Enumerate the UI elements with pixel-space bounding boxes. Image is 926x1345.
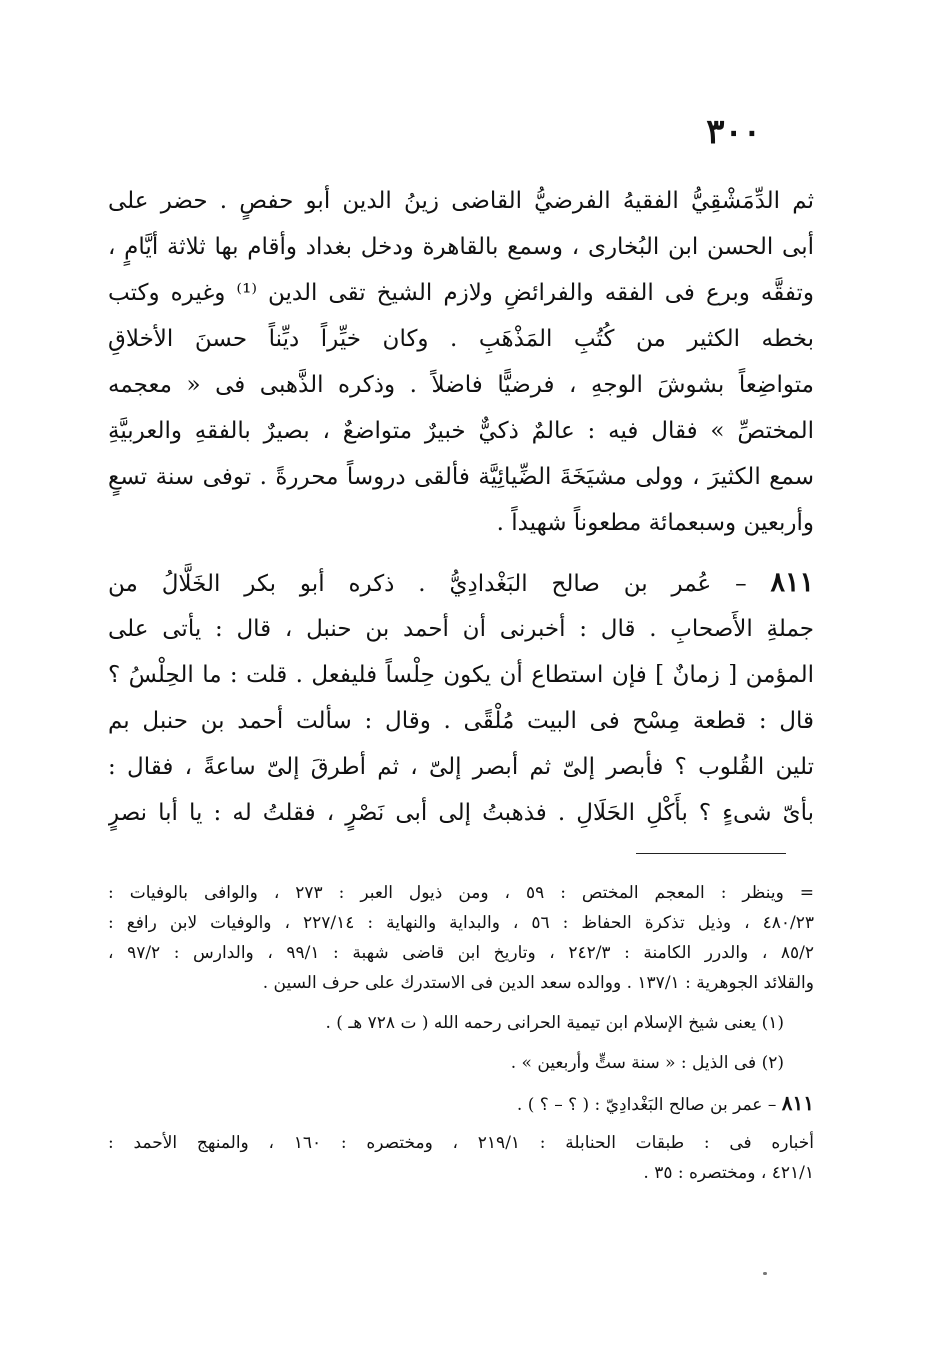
text-line: المؤمن [ زمانٌ ] فإن استطاع أن يكون حِلْساً فليفعل . قلت : ما الحِلْسُ ؟ [108,662,814,688]
footnote-gap [108,1038,814,1048]
footnote-1: (١) يعنى شيخ الإسلام ابن تيمية الحرانى رحمه الله ( ت ٧٢٨ هـ ) . [325,1013,784,1033]
text-line: وتفقَّه وبرع فى الفقه والفرائضِ ولازم الشيخ تقى الدين ⁽¹⁾ وغيره وكتب [108,280,814,306]
footnote-2: (٢) فى الذيل : « سنة ستٍّ وأربعين » . [510,1053,784,1073]
footnote-separator [636,853,786,854]
main-text-block [108,178,814,836]
footnote-entry-number: ٨١١ [781,1091,814,1115]
text-line: سمع الكثيرَ ، وولى مشيَخَةَ الضِّيائِيَّة فألقى دروساً محررةً . توفى سنة تسعٍ [108,464,814,490]
text-line: قال : قطعة مِسْح فى البيت مُلْقًى . وقال : سألت أحمد بن حنبل بم [108,708,814,734]
footnote-line: ٤٨٠/٢٣ ، وذيل تذكرة الحفاظ : ٥٦ ، والبداية والنهاية : ٢٢٧/١٤ ، والوفيات لابن رافع : [108,913,814,933]
footnote-line: ٨٥/٢ ، والدرر الكامنة : ٢٤٢/٣ ، وتاريخ ابن قاضى شهبة : ٩٩/١ ، والدارس : ٩٧/٢ ، [108,943,814,963]
text-line: متواضِعاً بشوشَ الوجهِ ، فرضيًّا فاضلاً . وذكره الذَّهبى فى « معجمه [108,372,814,398]
entry-heading-text: – عُمر بن صالح البَغْدادِيُّ . ذكره أبو بكر الخَلَّالُ من [108,571,747,597]
footnote-gap [108,1078,814,1088]
text-line: تلين القُلوب ؟ فأبصر إلىّ ثم أبصر إلىّ ، ثم أطرقَ إلىّ ساعةً ، فقال : [108,754,814,780]
footnote-line: والقلائد الجوهرية : ١٣٧/١ . ووالده سعد الدين فى الاستدرك على حرف السين . [262,973,814,993]
footnote-entry-heading-text: – عمر بن صالح البَغْدادِيّ : ( ؟ – ؟ ) . [516,1095,777,1115]
entry-number: ٨١١ [770,567,814,598]
footnote-line: أخباره فى : طبقات الحنابلة : ٢١٩/١ ، ومختصره : ١٦٠ ، والمنهج الأحمد : [108,1133,814,1153]
text-line: بخطه الكثير من كُتُبِ المَذْهَبِ . وكان خيِّراً ديِّناً حسنَ الأخلاقِ [108,326,814,352]
footnote-gap [108,1118,814,1128]
text-line: ثم الدِّمَشْقِيُّ الفقيهُ الفرضيُّ القاضى زينُ الدين أبو حفصٍ . حضر على [108,188,814,214]
paragraph-gap [108,546,814,560]
footnote-line: = وينظر : المعجم المختص : ٥٩ ، ومن ذيول العبر : ٢٧٣ ، والوافى بالوفيات : [108,883,814,903]
footnote-gap [108,998,814,1008]
text-line: أبى الحسن ابن البُخارى ، وسمع بالقاهرة ودخل بغداد وأقام بها ثلاثة أيَّامٍ ، [108,234,814,260]
footnotes-block [108,878,814,1188]
footnote-entry-heading [108,1088,814,1118]
page-number: ٣٠٠ [706,112,761,152]
ink-speck [763,1272,767,1275]
text-line: جملةِ الأَصحابِ . قال : أخبرنى أن أحمد بن حنبل ، قال : يأتى على [108,616,814,642]
footnote-line: ٤٢١/١ ، ومختصره : ٣٥ . [643,1163,814,1183]
entry-heading-line [108,560,814,606]
text-line: بأىّ شىءٍ ؟ بأَكْلِ الحَلَالِ . فذهبتُ إلى أبى نَصْرٍ ، فقلتُ له : يا أبا نصرٍ [108,800,814,826]
text-line: المختصِّ » فقال فيه : عالمٌ ذكيٌّ خبيرٌ متواضعٌ ، بصيرٌ بالفقهِ والعربيَّةِ [108,418,814,444]
text-line: وأربعين وسبعمائة مطعوناً شهيداً . [496,510,814,536]
